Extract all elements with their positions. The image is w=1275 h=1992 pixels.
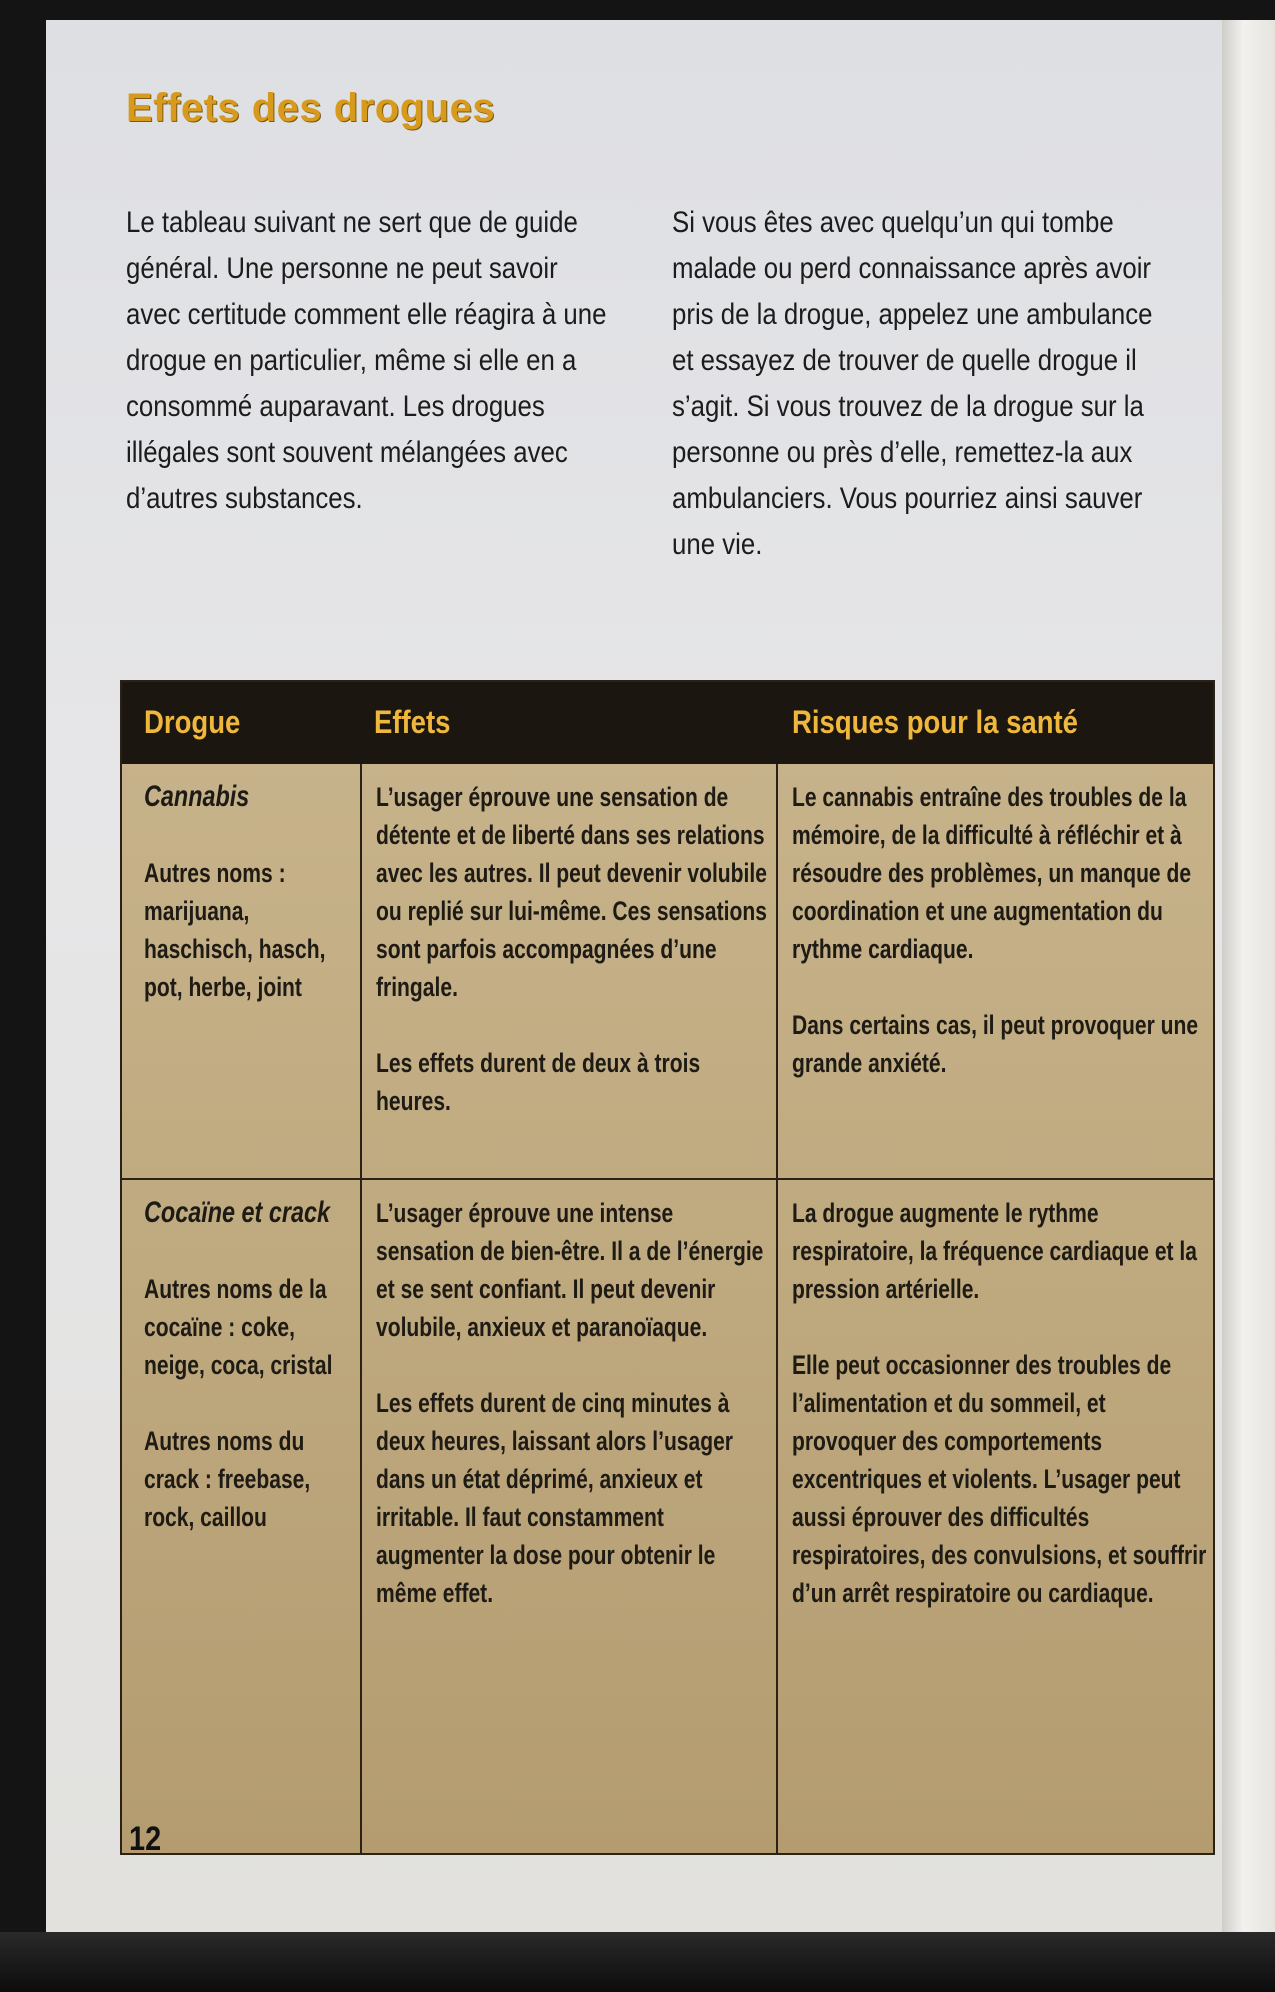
document-page	[46, 20, 1222, 1932]
drug-name: Cannabis	[144, 780, 250, 813]
table-cell-effects	[376, 778, 770, 1120]
table-cell-drug	[144, 1194, 348, 1536]
other-names: Autres noms : marijuana, haschisch, hasch, pot, herbe, joint	[144, 858, 326, 1002]
other-names: Autres noms de la cocaïne : coke, neige, coca, cristal	[144, 1274, 333, 1380]
next-page-edge	[1222, 20, 1275, 1932]
row-divider	[122, 1178, 1213, 1180]
table-cell-risks	[792, 778, 1209, 1082]
risks-text: Elle peut occasionner des troubles de l’alimentation et du sommeil, et provoquer des comportements excentriques et violents. L’usager peut aussi éprouver des difficultés respiratoires, des convulsions, et souffrir d’un arrêt respiratoire ou cardiaque.	[792, 1350, 1207, 1608]
page-title: Effets des drogues	[126, 86, 496, 130]
drug-name: Cocaïne et crack	[144, 1196, 331, 1229]
effects-text: Les effets durent de deux à trois heures.	[376, 1048, 701, 1116]
risks-text: Dans certains cas, il peut provoquer une grande anxiété.	[792, 1010, 1199, 1078]
column-divider	[360, 764, 362, 1853]
column-header-risks: Risques pour la santé	[792, 704, 1078, 740]
intro-paragraph-left: Le tableau suivant ne sert que de guide général. Une personne ne peut savoir avec certitude comment elle réagira à une drogue en particulier, même si elle en a consommé auparavant. Les drogues illégales sont souvent mélangées avec d’autres substances.	[126, 206, 607, 515]
effects-text: Les effets durent de cinq minutes à deux heures, laissant alors l’usager dans un état déprimé, anxieux et irritable. Il faut constamment augmenter la dose pour obtenir le même effet.	[376, 1388, 734, 1608]
column-header-drug: Drogue	[144, 704, 241, 740]
scan-border	[0, 1932, 1275, 1992]
page-number: 12	[129, 1820, 162, 1858]
column-divider	[776, 764, 778, 1853]
column-header-effects: Effets	[374, 704, 451, 740]
table-cell-drug	[144, 778, 348, 1006]
drug-effects-table	[120, 680, 1215, 1855]
other-names: Autres noms du crack : freebase, rock, caillou	[144, 1426, 311, 1532]
table-header-row	[122, 682, 1213, 764]
table-cell-effects	[376, 1194, 770, 1612]
effects-text: L’usager éprouve une sensation de détente et de liberté dans ses relations avec les autres. Il peut devenir volubile ou replié sur lui-même. Ces sensations sont parfois accompagnées d’une fringale.	[376, 782, 767, 1002]
effects-text: L’usager éprouve une intense sensation de bien-être. Il a de l’énergie et se sent confiant. Il peut devenir volubile, anxieux et paranoïaque.	[376, 1198, 764, 1342]
table-cell-risks	[792, 1194, 1209, 1612]
intro-paragraph-right: Si vous êtes avec quelqu’un qui tombe malade ou perd connaissance après avoir pris de la drogue, appelez une ambulance et essayez de trouver de quelle drogue il s’agit. Si vous trouvez de la drogue sur la personne ou près d’elle, remettez-la aux ambulanciers. Vous pourriez ainsi sauver une vie.	[672, 206, 1153, 561]
risks-text: La drogue augmente le rythme respiratoire, la fréquence cardiaque et la pression artérielle.	[792, 1198, 1197, 1304]
risks-text: Le cannabis entraîne des troubles de la mémoire, de la difficulté à réfléchir et à résoudre des problèmes, un manque de coordination et une augmentation du rythme cardiaque.	[792, 782, 1192, 964]
